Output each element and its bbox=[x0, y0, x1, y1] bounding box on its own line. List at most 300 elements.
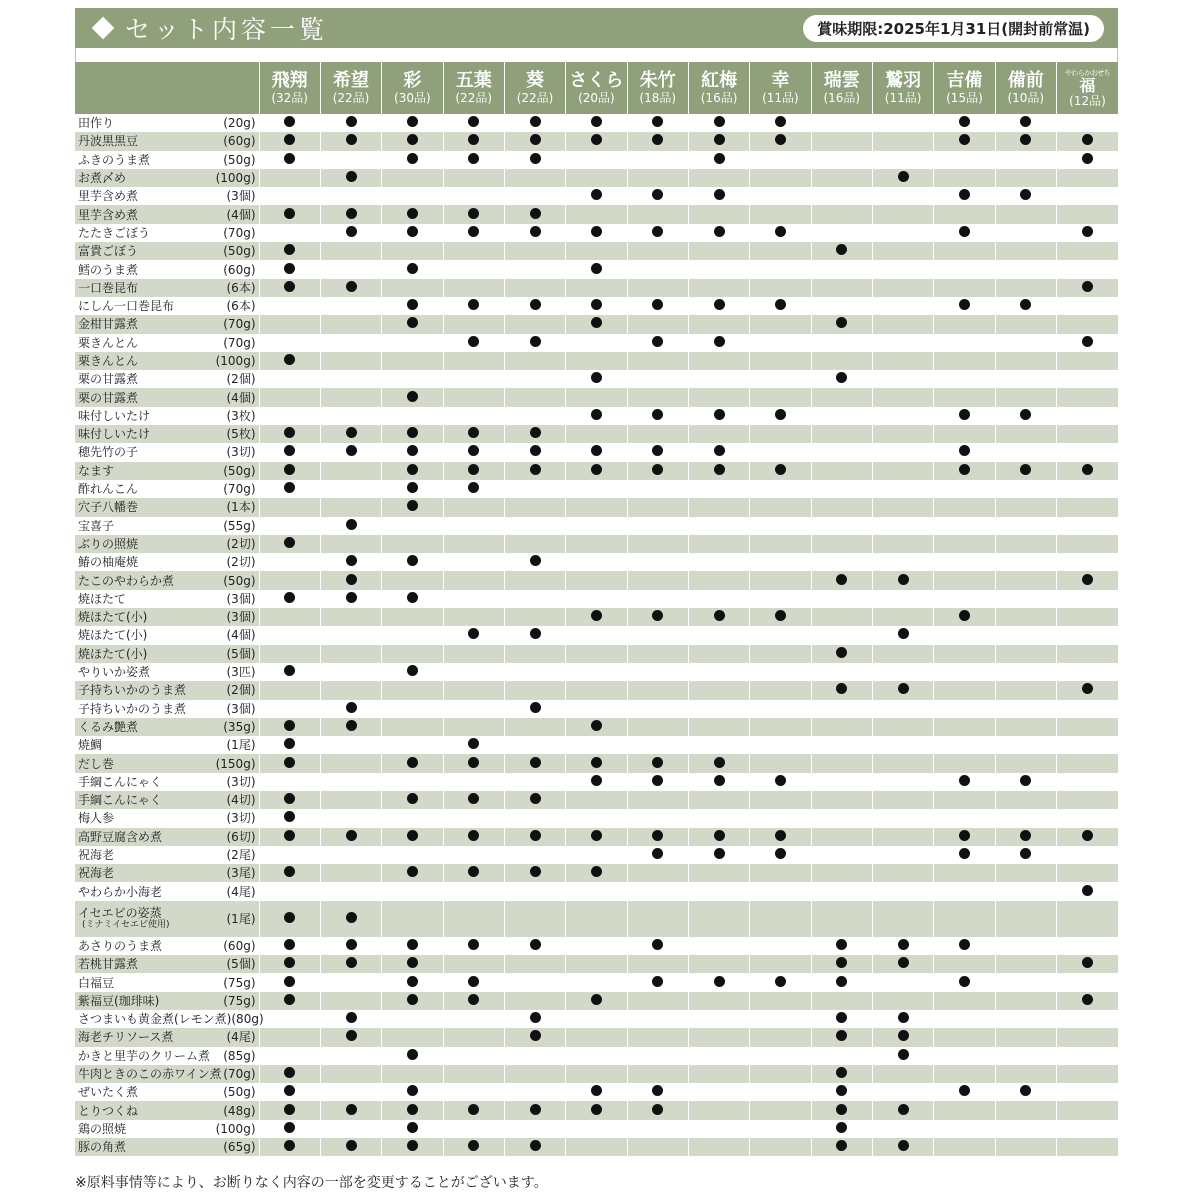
item-cell bbox=[75, 425, 259, 443]
mark-cell bbox=[259, 809, 320, 827]
mark-cell bbox=[688, 132, 749, 150]
mark-cell bbox=[504, 498, 565, 516]
item-cell bbox=[75, 279, 259, 297]
mark-cell bbox=[934, 718, 995, 736]
mark-cell bbox=[1056, 773, 1118, 791]
item-cell bbox=[75, 681, 259, 699]
included-dot-icon bbox=[836, 1067, 847, 1078]
item-cell bbox=[75, 205, 259, 223]
mark-cell bbox=[1056, 334, 1118, 352]
mark-cell bbox=[811, 809, 872, 827]
mark-cell bbox=[750, 718, 811, 736]
mark-cell bbox=[566, 388, 627, 406]
mark-cell bbox=[995, 1101, 1056, 1119]
mark-cell bbox=[627, 334, 688, 352]
included-dot-icon bbox=[284, 738, 295, 749]
included-dot-icon bbox=[284, 263, 295, 274]
mark-cell bbox=[995, 681, 1056, 699]
included-dot-icon bbox=[468, 939, 479, 950]
item-quantity: (6本) bbox=[226, 280, 256, 295]
mark-cell bbox=[443, 645, 504, 663]
mark-cell bbox=[811, 1028, 872, 1046]
included-dot-icon bbox=[530, 1030, 541, 1041]
mark-cell bbox=[811, 205, 872, 223]
mark-cell bbox=[320, 882, 381, 900]
mark-cell bbox=[259, 681, 320, 699]
item-quantity: (5枚) bbox=[226, 427, 256, 442]
mark-cell bbox=[995, 407, 1056, 425]
item-cell bbox=[75, 846, 259, 864]
mark-cell bbox=[995, 973, 1056, 991]
item-name: 田作り bbox=[78, 116, 115, 131]
mark-cell bbox=[811, 407, 872, 425]
mark-cell bbox=[320, 279, 381, 297]
disclaimer-note: ※原料事情等により、お断りなく内容の一部を変更することがございます。 bbox=[75, 1175, 548, 1191]
mark-cell bbox=[259, 608, 320, 626]
mark-cell bbox=[504, 754, 565, 772]
included-dot-icon bbox=[284, 994, 295, 1005]
header-corner bbox=[75, 62, 259, 114]
item-quantity: (3尾) bbox=[226, 866, 256, 881]
mark-cell bbox=[504, 1083, 565, 1101]
mark-cell bbox=[443, 187, 504, 205]
mark-cell bbox=[811, 937, 872, 955]
included-dot-icon bbox=[346, 702, 357, 713]
included-dot-icon bbox=[836, 1140, 847, 1151]
item-name: 味付しいたけ bbox=[78, 427, 151, 442]
included-dot-icon bbox=[959, 830, 970, 841]
item-cell bbox=[75, 718, 259, 736]
mark-cell bbox=[1056, 809, 1118, 827]
included-dot-icon bbox=[652, 757, 663, 768]
mark-cell bbox=[995, 334, 1056, 352]
table-row bbox=[75, 407, 1118, 425]
included-dot-icon bbox=[530, 866, 541, 877]
item-quantity: (4個) bbox=[226, 207, 256, 222]
mark-cell bbox=[750, 571, 811, 589]
included-dot-icon bbox=[652, 610, 663, 621]
mark-cell bbox=[995, 663, 1056, 681]
mark-cell bbox=[320, 480, 381, 498]
mark-cell bbox=[750, 260, 811, 278]
set-name: 五葉 bbox=[455, 70, 492, 91]
included-dot-icon bbox=[591, 263, 602, 274]
mark-cell bbox=[750, 224, 811, 242]
mark-cell bbox=[382, 443, 443, 461]
mark-cell bbox=[504, 864, 565, 882]
item-cell bbox=[75, 1120, 259, 1138]
mark-cell bbox=[259, 736, 320, 754]
mark-cell bbox=[811, 1065, 872, 1083]
set-header-4 bbox=[504, 62, 565, 114]
mark-cell bbox=[566, 315, 627, 333]
mark-cell bbox=[934, 425, 995, 443]
item-quantity: (4切) bbox=[226, 793, 256, 808]
mark-cell bbox=[995, 1047, 1056, 1065]
mark-cell bbox=[259, 846, 320, 864]
included-dot-icon bbox=[346, 226, 357, 237]
mark-cell bbox=[443, 315, 504, 333]
mark-cell bbox=[259, 315, 320, 333]
item-name: 焼ほたて(小) bbox=[78, 628, 148, 643]
included-dot-icon bbox=[530, 464, 541, 475]
mark-cell bbox=[504, 718, 565, 736]
mark-cell bbox=[872, 718, 933, 736]
mark-cell bbox=[627, 498, 688, 516]
mark-cell bbox=[382, 590, 443, 608]
mark-cell bbox=[443, 132, 504, 150]
mark-cell bbox=[504, 571, 565, 589]
mark-cell bbox=[627, 828, 688, 846]
item-cell bbox=[75, 315, 259, 333]
included-dot-icon bbox=[898, 628, 909, 639]
mark-cell bbox=[995, 224, 1056, 242]
set-header-13 bbox=[1056, 62, 1118, 114]
included-dot-icon bbox=[714, 299, 725, 310]
mark-cell bbox=[1056, 1120, 1118, 1138]
mark-cell bbox=[443, 462, 504, 480]
set-count: (16品) bbox=[823, 91, 861, 105]
mark-cell bbox=[566, 992, 627, 1010]
mark-cell bbox=[811, 1120, 872, 1138]
mark-cell bbox=[1056, 681, 1118, 699]
table-row bbox=[75, 645, 1118, 663]
mark-cell bbox=[811, 114, 872, 132]
mark-cell bbox=[259, 151, 320, 169]
table-row bbox=[75, 864, 1118, 882]
table-row bbox=[75, 151, 1118, 169]
set-name: 鷲羽 bbox=[885, 70, 922, 91]
item-name: にしん一口巻昆布 bbox=[78, 299, 175, 314]
mark-cell bbox=[443, 260, 504, 278]
mark-cell bbox=[320, 791, 381, 809]
included-dot-icon bbox=[959, 848, 970, 859]
mark-cell bbox=[750, 114, 811, 132]
item-name: 梅人参 bbox=[78, 811, 115, 826]
mark-cell bbox=[811, 901, 872, 937]
mark-cell bbox=[872, 297, 933, 315]
mark-cell bbox=[382, 663, 443, 681]
included-dot-icon bbox=[407, 830, 418, 841]
mark-cell bbox=[750, 590, 811, 608]
mark-cell bbox=[995, 425, 1056, 443]
included-dot-icon bbox=[591, 1085, 602, 1096]
included-dot-icon bbox=[407, 1104, 418, 1115]
mark-cell bbox=[872, 553, 933, 571]
mark-cell bbox=[688, 352, 749, 370]
mark-cell bbox=[566, 169, 627, 187]
mark-cell bbox=[627, 1120, 688, 1138]
included-dot-icon bbox=[407, 994, 418, 1005]
mark-cell bbox=[750, 937, 811, 955]
mark-cell bbox=[443, 151, 504, 169]
mark-cell bbox=[566, 498, 627, 516]
mark-cell bbox=[382, 700, 443, 718]
set-prefix: やわらかおせち bbox=[1064, 68, 1111, 77]
included-dot-icon bbox=[898, 939, 909, 950]
included-dot-icon bbox=[775, 226, 786, 237]
table-row bbox=[75, 828, 1118, 846]
included-dot-icon bbox=[898, 1030, 909, 1041]
mark-cell bbox=[382, 388, 443, 406]
item-quantity: (50g) bbox=[223, 1085, 256, 1100]
mark-cell bbox=[872, 352, 933, 370]
mark-cell bbox=[811, 132, 872, 150]
mark-cell bbox=[320, 736, 381, 754]
mark-cell bbox=[320, 937, 381, 955]
mark-cell bbox=[872, 242, 933, 260]
mark-cell bbox=[627, 681, 688, 699]
mark-cell bbox=[566, 1138, 627, 1156]
item-cell bbox=[75, 937, 259, 955]
mark-cell bbox=[872, 663, 933, 681]
mark-cell bbox=[750, 626, 811, 644]
mark-cell bbox=[1056, 370, 1118, 388]
included-dot-icon bbox=[407, 866, 418, 877]
mark-cell bbox=[1056, 388, 1118, 406]
item-cell bbox=[75, 114, 259, 132]
mark-cell bbox=[627, 260, 688, 278]
mark-cell bbox=[872, 443, 933, 461]
mark-cell bbox=[259, 498, 320, 516]
mark-cell bbox=[259, 388, 320, 406]
mark-cell bbox=[320, 571, 381, 589]
included-dot-icon bbox=[407, 317, 418, 328]
mark-cell bbox=[1056, 663, 1118, 681]
mark-cell bbox=[688, 535, 749, 553]
mark-cell bbox=[504, 955, 565, 973]
mark-cell bbox=[934, 1120, 995, 1138]
mark-cell bbox=[504, 992, 565, 1010]
item-name: 焼ほたて bbox=[78, 591, 127, 606]
item-quantity: (60g) bbox=[223, 134, 256, 149]
mark-cell bbox=[995, 388, 1056, 406]
included-dot-icon bbox=[530, 427, 541, 438]
mark-cell bbox=[504, 114, 565, 132]
mark-cell bbox=[995, 645, 1056, 663]
mark-cell bbox=[995, 187, 1056, 205]
mark-cell bbox=[320, 242, 381, 260]
included-dot-icon bbox=[530, 793, 541, 804]
mark-cell bbox=[320, 626, 381, 644]
item-cell bbox=[75, 1010, 264, 1028]
mark-cell bbox=[688, 809, 749, 827]
included-dot-icon bbox=[284, 208, 295, 219]
included-dot-icon bbox=[468, 427, 479, 438]
mark-cell bbox=[382, 571, 443, 589]
mark-cell bbox=[872, 315, 933, 333]
included-dot-icon bbox=[1020, 775, 1031, 786]
item-name: 栗の甘露煮 bbox=[78, 390, 139, 405]
item-cell bbox=[75, 1028, 259, 1046]
item-cell bbox=[75, 1101, 259, 1119]
mark-cell bbox=[811, 553, 872, 571]
mark-cell bbox=[750, 700, 811, 718]
mark-cell bbox=[382, 718, 443, 736]
mark-cell bbox=[259, 260, 320, 278]
item-quantity: (75g) bbox=[223, 993, 256, 1008]
included-dot-icon bbox=[591, 445, 602, 456]
mark-cell bbox=[382, 553, 443, 571]
mark-cell bbox=[259, 1138, 320, 1156]
mark-cell bbox=[259, 791, 320, 809]
mark-cell bbox=[750, 553, 811, 571]
included-dot-icon bbox=[346, 720, 357, 731]
mark-cell bbox=[259, 480, 320, 498]
mark-cell bbox=[872, 498, 933, 516]
mark-cell bbox=[566, 443, 627, 461]
included-dot-icon bbox=[591, 757, 602, 768]
mark-cell bbox=[934, 700, 995, 718]
included-dot-icon bbox=[530, 445, 541, 456]
item-cell bbox=[75, 882, 259, 900]
included-dot-icon bbox=[530, 134, 541, 145]
included-dot-icon bbox=[468, 482, 479, 493]
mark-cell bbox=[259, 114, 320, 132]
mark-cell bbox=[1056, 846, 1118, 864]
mark-cell bbox=[627, 480, 688, 498]
mark-cell bbox=[995, 608, 1056, 626]
included-dot-icon bbox=[530, 1104, 541, 1115]
mark-cell bbox=[1056, 517, 1118, 535]
included-dot-icon bbox=[530, 939, 541, 950]
included-dot-icon bbox=[407, 1085, 418, 1096]
item-quantity: (1本) bbox=[226, 500, 256, 515]
mark-cell bbox=[934, 114, 995, 132]
table-row bbox=[75, 754, 1118, 772]
included-dot-icon bbox=[775, 976, 786, 987]
item-quantity: (20g) bbox=[223, 116, 256, 131]
mark-cell bbox=[627, 315, 688, 333]
mark-cell bbox=[1056, 937, 1118, 955]
mark-cell bbox=[382, 846, 443, 864]
included-dot-icon bbox=[836, 574, 847, 585]
table-row bbox=[75, 388, 1118, 406]
mark-cell bbox=[259, 882, 320, 900]
mark-cell bbox=[811, 608, 872, 626]
mark-cell bbox=[259, 205, 320, 223]
mark-cell bbox=[627, 736, 688, 754]
included-dot-icon bbox=[836, 1122, 847, 1133]
mark-cell bbox=[627, 590, 688, 608]
mark-cell bbox=[382, 681, 443, 699]
mark-cell bbox=[566, 736, 627, 754]
mark-cell bbox=[566, 1065, 627, 1083]
mark-cell bbox=[443, 114, 504, 132]
item-name: 丹波黒黒豆 bbox=[78, 134, 139, 149]
included-dot-icon bbox=[468, 830, 479, 841]
mark-cell bbox=[504, 334, 565, 352]
mark-cell bbox=[811, 1047, 872, 1065]
included-dot-icon bbox=[591, 1104, 602, 1115]
mark-cell bbox=[811, 388, 872, 406]
included-dot-icon bbox=[775, 134, 786, 145]
mark-cell bbox=[320, 1065, 381, 1083]
table-row bbox=[75, 700, 1118, 718]
mark-cell bbox=[688, 388, 749, 406]
mark-cell bbox=[750, 334, 811, 352]
included-dot-icon bbox=[407, 464, 418, 475]
mark-cell bbox=[504, 517, 565, 535]
item-quantity: (85g) bbox=[223, 1048, 256, 1063]
mark-cell bbox=[811, 370, 872, 388]
mark-cell bbox=[320, 846, 381, 864]
mark-cell bbox=[688, 882, 749, 900]
table-row bbox=[75, 973, 1118, 991]
included-dot-icon bbox=[468, 793, 479, 804]
mark-cell bbox=[811, 663, 872, 681]
mark-cell bbox=[688, 828, 749, 846]
mark-cell bbox=[995, 132, 1056, 150]
mark-cell bbox=[259, 1065, 320, 1083]
mark-cell bbox=[382, 224, 443, 242]
mark-cell bbox=[566, 718, 627, 736]
included-dot-icon bbox=[591, 409, 602, 420]
included-dot-icon bbox=[1082, 574, 1093, 585]
item-name: 里芋含め煮 bbox=[78, 207, 139, 222]
mark-cell bbox=[688, 443, 749, 461]
mark-cell bbox=[934, 571, 995, 589]
item-name: とりつくね bbox=[78, 1103, 139, 1118]
mark-cell bbox=[382, 132, 443, 150]
mark-cell bbox=[382, 205, 443, 223]
mark-cell bbox=[566, 132, 627, 150]
mark-cell bbox=[566, 882, 627, 900]
mark-cell bbox=[443, 955, 504, 973]
mark-cell bbox=[382, 626, 443, 644]
item-quantity: (100g) bbox=[215, 1121, 256, 1136]
mark-cell bbox=[443, 205, 504, 223]
mark-cell bbox=[750, 736, 811, 754]
mark-cell bbox=[382, 187, 443, 205]
item-quantity: (60g) bbox=[223, 262, 256, 277]
included-dot-icon bbox=[898, 574, 909, 585]
included-dot-icon bbox=[959, 610, 970, 621]
item-name: たこのやわらか煮 bbox=[78, 573, 175, 588]
table-row bbox=[75, 681, 1118, 699]
mark-cell bbox=[995, 955, 1056, 973]
mark-cell bbox=[443, 663, 504, 681]
mark-cell bbox=[934, 937, 995, 955]
mark-cell bbox=[443, 388, 504, 406]
mark-cell bbox=[934, 297, 995, 315]
mark-cell bbox=[504, 645, 565, 663]
included-dot-icon bbox=[407, 134, 418, 145]
item-name: くるみ艶煮 bbox=[78, 719, 139, 734]
mark-cell bbox=[382, 773, 443, 791]
mark-cell bbox=[566, 114, 627, 132]
mark-cell bbox=[811, 224, 872, 242]
mark-cell bbox=[688, 791, 749, 809]
mark-cell bbox=[320, 370, 381, 388]
mark-cell bbox=[566, 1083, 627, 1101]
mark-cell bbox=[872, 114, 933, 132]
included-dot-icon bbox=[591, 830, 602, 841]
mark-cell bbox=[934, 955, 995, 973]
included-dot-icon bbox=[775, 116, 786, 127]
mark-cell bbox=[504, 1010, 565, 1028]
mark-cell bbox=[259, 553, 320, 571]
included-dot-icon bbox=[836, 372, 847, 383]
item-name: さつまいも黄金煮(レモン煮) bbox=[78, 1012, 232, 1027]
mark-cell bbox=[872, 1010, 933, 1028]
mark-cell bbox=[259, 1047, 320, 1065]
mark-cell bbox=[872, 224, 933, 242]
mark-cell bbox=[566, 242, 627, 260]
set-name: 彩 bbox=[403, 70, 422, 91]
mark-cell bbox=[382, 517, 443, 535]
mark-cell bbox=[811, 334, 872, 352]
